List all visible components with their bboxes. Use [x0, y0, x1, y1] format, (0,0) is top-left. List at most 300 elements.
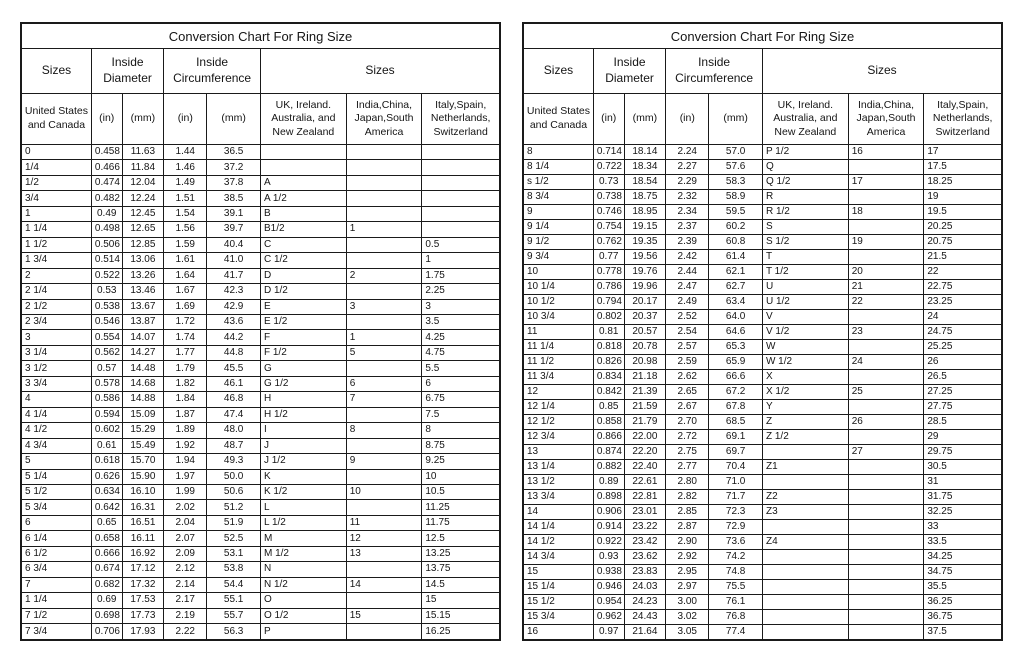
table-cell: 2.77 [666, 460, 709, 475]
table-cell [346, 284, 422, 299]
table-cell: 53.1 [207, 546, 261, 561]
table-cell [346, 500, 422, 515]
table-cell: A [260, 175, 346, 190]
table-cell [848, 505, 924, 520]
table-cell: 73.6 [709, 535, 763, 550]
table-row [523, 580, 1002, 595]
table-row [21, 423, 500, 438]
table-cell: 1 [422, 253, 500, 268]
table-cell: 10 3/4 [523, 310, 593, 325]
table-cell: 1.94 [164, 454, 207, 469]
table-cell: 2.92 [666, 550, 709, 565]
table-cell: 30.5 [924, 460, 1002, 475]
table-cell: 1.44 [164, 145, 207, 160]
table-cell: Z [762, 415, 848, 430]
group-header-inside-diameter: Inside Diameter [91, 49, 163, 94]
table-cell: 1.82 [164, 376, 207, 391]
table-cell: 0.682 [91, 577, 122, 592]
table-cell: 1.59 [164, 237, 207, 252]
table-cell: 21.59 [624, 400, 666, 415]
table-cell [762, 475, 848, 490]
table-cell: 40.4 [207, 237, 261, 252]
table-cell: 7.5 [422, 407, 500, 422]
table-cell: K 1/2 [260, 484, 346, 499]
table-cell: 1 [21, 206, 91, 221]
table-cell: 2.62 [666, 370, 709, 385]
table-cell: 60.8 [709, 235, 763, 250]
table-cell: O [260, 593, 346, 608]
table-cell [848, 475, 924, 490]
table-cell: 2.95 [666, 565, 709, 580]
table-cell: 2.57 [666, 340, 709, 355]
table-cell: H 1/2 [260, 407, 346, 422]
table-cell: 22.75 [924, 280, 1002, 295]
table-cell: 56.3 [207, 624, 261, 640]
table-cell [848, 220, 924, 235]
table-cell: 10 1/2 [523, 295, 593, 310]
table-cell: 1.54 [164, 206, 207, 221]
table-cell: 2.22 [164, 624, 207, 640]
table-cell: 23.83 [624, 565, 666, 580]
table-cell: 10 1/4 [523, 280, 593, 295]
table-cell: 32.25 [924, 505, 1002, 520]
table-cell: 1.56 [164, 222, 207, 237]
table-cell: V [762, 310, 848, 325]
column-header-italy-spain: Italy,Spain, Netherlands, Switzerland [924, 94, 1002, 145]
table-cell: 0.962 [593, 610, 624, 625]
table-row [523, 415, 1002, 430]
table-cell: 1/2 [21, 175, 91, 190]
table-cell: Z3 [762, 505, 848, 520]
table-cell: 9 [346, 454, 422, 469]
table-cell: 1.84 [164, 392, 207, 407]
table-cell: 5 [346, 345, 422, 360]
table-cell: 4 1/4 [21, 407, 91, 422]
table-cell: 37.5 [924, 625, 1002, 641]
table-cell: 1.51 [164, 191, 207, 206]
table-cell: 39.1 [207, 206, 261, 221]
table-row [21, 515, 500, 530]
table-row [523, 565, 1002, 580]
table-cell: 4.75 [422, 345, 500, 360]
table-cell: C [260, 237, 346, 252]
table-cell: 12 [523, 385, 593, 400]
table-cell: 2.59 [666, 355, 709, 370]
table-cell: F [260, 330, 346, 345]
table-cell: 34.75 [924, 565, 1002, 580]
table-cell [346, 253, 422, 268]
table-cell: 18 [848, 205, 924, 220]
table-cell: 29.75 [924, 445, 1002, 460]
table-cell: 15.29 [122, 423, 164, 438]
table-cell: 1.46 [164, 160, 207, 175]
table-cell: 0.634 [91, 484, 122, 499]
table-row [523, 175, 1002, 190]
table-cell: 2.19 [164, 608, 207, 623]
table-cell [848, 580, 924, 595]
table-cell: 6 [21, 515, 91, 530]
table-cell: 8 3/4 [523, 190, 593, 205]
table-cell [848, 535, 924, 550]
table-cell: 17 [848, 175, 924, 190]
table-cell: G [260, 361, 346, 376]
table-cell: 2.14 [164, 577, 207, 592]
table-cell: 36.5 [207, 145, 261, 160]
table-cell: 7 3/4 [21, 624, 91, 640]
table-cell: 34.25 [924, 550, 1002, 565]
table-cell: 49.3 [207, 454, 261, 469]
table-cell: 2.37 [666, 220, 709, 235]
table-cell: 17.93 [122, 624, 164, 640]
table-cell [848, 595, 924, 610]
table-cell: 18.34 [624, 160, 666, 175]
table-cell [260, 145, 346, 160]
table-cell: 0.714 [593, 145, 624, 160]
table-cell: 11.84 [122, 160, 164, 175]
table-cell: 26 [924, 355, 1002, 370]
table-cell: 15 [523, 565, 593, 580]
table-cell: 15 [422, 593, 500, 608]
table-cell: 11.75 [422, 515, 500, 530]
table-cell: 0.946 [593, 580, 624, 595]
table-cell [762, 595, 848, 610]
table-cell [762, 625, 848, 641]
table-row [523, 325, 1002, 340]
ring-size-table-right [522, 22, 1003, 641]
table-row [21, 191, 500, 206]
table-cell: 24.43 [624, 610, 666, 625]
table-cell: 55.7 [207, 608, 261, 623]
table-row [523, 160, 1002, 175]
table-cell: 16 [848, 145, 924, 160]
table-cell: 1 1/2 [21, 237, 91, 252]
table-cell: 9 1/2 [523, 235, 593, 250]
table-cell: 16.10 [122, 484, 164, 499]
table-cell: 0.65 [91, 515, 122, 530]
table-cell: E 1/2 [260, 314, 346, 329]
table-cell: 23.42 [624, 535, 666, 550]
table-cell [848, 370, 924, 385]
table-cell: 26.5 [924, 370, 1002, 385]
table-cell: 11 1/2 [523, 355, 593, 370]
table-cell: U [762, 280, 848, 295]
table-row [523, 625, 1002, 641]
table-row [523, 280, 1002, 295]
table-row [523, 460, 1002, 475]
table-cell: 22.20 [624, 445, 666, 460]
table-row [523, 595, 1002, 610]
table-cell: 0.498 [91, 222, 122, 237]
group-header-row [21, 49, 500, 94]
table-cell: N 1/2 [260, 577, 346, 592]
table-cell: 59.5 [709, 205, 763, 220]
table-row [523, 400, 1002, 415]
table-cell [848, 400, 924, 415]
table-cell: 1.69 [164, 299, 207, 314]
group-header-inside-circumference: Inside Circumference [164, 49, 261, 94]
table-cell: 12 1/4 [523, 400, 593, 415]
table-cell: 0.49 [91, 206, 122, 221]
table-cell [346, 145, 422, 160]
table-cell: 61.4 [709, 250, 763, 265]
table-cell: S 1/2 [762, 235, 848, 250]
table-cell [346, 593, 422, 608]
table-cell: 12.65 [122, 222, 164, 237]
table-cell: 65.3 [709, 340, 763, 355]
table-cell: 47.4 [207, 407, 261, 422]
table-row [21, 484, 500, 499]
table-cell: P [260, 624, 346, 640]
table-cell: 14.27 [122, 345, 164, 360]
table-cell: 24.23 [624, 595, 666, 610]
table-cell: 2 1/2 [21, 299, 91, 314]
table-cell: 0.642 [91, 500, 122, 515]
table-row [21, 222, 500, 237]
column-header-diameter-mm: (mm) [122, 94, 164, 145]
table-cell: 22 [848, 295, 924, 310]
table-cell: 2.97 [666, 580, 709, 595]
table-body [21, 145, 500, 641]
column-header-circumference-in: (in) [666, 94, 709, 145]
table-cell: 5 [21, 454, 91, 469]
table-cell: 3.00 [666, 595, 709, 610]
table-cell: 4 3/4 [21, 438, 91, 453]
table-cell: 7 [21, 577, 91, 592]
sub-header-row [21, 94, 500, 145]
table-cell: 1.87 [164, 407, 207, 422]
table-cell: 10 [346, 484, 422, 499]
table-cell: 2.12 [164, 562, 207, 577]
table-cell: 13 [346, 546, 422, 561]
table-cell: 52.5 [207, 531, 261, 546]
table-cell: V 1/2 [762, 325, 848, 340]
table-cell: 15.49 [122, 438, 164, 453]
table-cell [848, 565, 924, 580]
table-cell [346, 469, 422, 484]
table-cell: 24.03 [624, 580, 666, 595]
table-row [21, 175, 500, 190]
table-row [21, 500, 500, 515]
table-cell: 23.22 [624, 520, 666, 535]
table-cell: 13.75 [422, 562, 500, 577]
table-cell: 69.7 [709, 445, 763, 460]
table-row [523, 430, 1002, 445]
table-cell: T 1/2 [762, 265, 848, 280]
table-cell: 2.17 [164, 593, 207, 608]
table-cell: 48.7 [207, 438, 261, 453]
table-cell: 66.6 [709, 370, 763, 385]
table-cell: 8 [523, 145, 593, 160]
table-cell: 0.794 [593, 295, 624, 310]
table-cell: 11 [523, 325, 593, 340]
table-row [21, 253, 500, 268]
table-row [21, 438, 500, 453]
table-cell: X 1/2 [762, 385, 848, 400]
table-cell: 2.54 [666, 325, 709, 340]
table-cell: 0.954 [593, 595, 624, 610]
table-cell: 31.75 [924, 490, 1002, 505]
table-cell: 14.07 [122, 330, 164, 345]
table-cell: 0.594 [91, 407, 122, 422]
table-row [523, 520, 1002, 535]
table-row [523, 445, 1002, 460]
table-cell: 2 [21, 268, 91, 283]
table-cell: 2.65 [666, 385, 709, 400]
table-cell: 18.75 [624, 190, 666, 205]
table-cell: 2 [346, 268, 422, 283]
table-cell: 60.2 [709, 220, 763, 235]
table-cell [848, 190, 924, 205]
table-cell [346, 624, 422, 640]
table-cell: 77.4 [709, 625, 763, 641]
table-cell: 15 1/2 [523, 595, 593, 610]
table-cell: 1.79 [164, 361, 207, 376]
table-cell: 23 [848, 325, 924, 340]
table-cell: 12 3/4 [523, 430, 593, 445]
table-cell: 19 [848, 235, 924, 250]
table-cell: 14 3/4 [523, 550, 593, 565]
table-cell: B1/2 [260, 222, 346, 237]
table-cell: 0.578 [91, 376, 122, 391]
table-cell: 42.3 [207, 284, 261, 299]
column-header-uk-ireland: UK, Ireland. Australia, and New Zealand [762, 94, 848, 145]
table-cell: 1 3/4 [21, 253, 91, 268]
table-row [523, 310, 1002, 325]
table-cell: 12 1/2 [523, 415, 593, 430]
table-cell: 12 [346, 531, 422, 546]
table-cell: 5 1/4 [21, 469, 91, 484]
table-cell: 0.778 [593, 265, 624, 280]
table-cell: 1.72 [164, 314, 207, 329]
table-cell: 0.914 [593, 520, 624, 535]
table-row [523, 385, 1002, 400]
table-row [523, 220, 1002, 235]
table-cell: 10 [523, 265, 593, 280]
table-cell: 3 [422, 299, 500, 314]
table-cell: 0.506 [91, 237, 122, 252]
table-row [21, 330, 500, 345]
table-cell [346, 361, 422, 376]
table-cell: 19.96 [624, 280, 666, 295]
table-row [523, 550, 1002, 565]
table-cell: 22.00 [624, 430, 666, 445]
table-cell: 13 [523, 445, 593, 460]
table-cell: 8.75 [422, 438, 500, 453]
table-cell: 10.5 [422, 484, 500, 499]
table-cell: 2.47 [666, 280, 709, 295]
table-cell: 67.8 [709, 400, 763, 415]
table-cell [762, 445, 848, 460]
table-cell: 28.5 [924, 415, 1002, 430]
table-cell: 20.98 [624, 355, 666, 370]
table-cell: 0.482 [91, 191, 122, 206]
table-cell: 4 1/2 [21, 423, 91, 438]
title-row [523, 23, 1002, 49]
table-cell: I [260, 423, 346, 438]
table-cell: 69.1 [709, 430, 763, 445]
table-cell: 1.49 [164, 175, 207, 190]
table-row [523, 295, 1002, 310]
table-cell: 0.81 [593, 325, 624, 340]
table-cell: 35.5 [924, 580, 1002, 595]
table-cell: 58.3 [709, 175, 763, 190]
table-cell [422, 160, 500, 175]
table-cell: 2.42 [666, 250, 709, 265]
table-row [21, 206, 500, 221]
table-cell: 0.514 [91, 253, 122, 268]
table-cell: 0.53 [91, 284, 122, 299]
table-cell: 2.90 [666, 535, 709, 550]
table-cell: Z4 [762, 535, 848, 550]
table-cell: 13 1/2 [523, 475, 593, 490]
table-cell [848, 625, 924, 641]
table-cell [848, 160, 924, 175]
table-cell: 64.0 [709, 310, 763, 325]
table-cell [346, 438, 422, 453]
table-cell: 1.67 [164, 284, 207, 299]
table-cell: 36.75 [924, 610, 1002, 625]
table-cell: 15 3/4 [523, 610, 593, 625]
table-cell: 74.8 [709, 565, 763, 580]
table-cell: 13.06 [122, 253, 164, 268]
table-cell: 2.82 [666, 490, 709, 505]
table-cell: 0.554 [91, 330, 122, 345]
table-cell: J [260, 438, 346, 453]
table-cell: 2.87 [666, 520, 709, 535]
table-cell: 1.64 [164, 268, 207, 283]
table-row [21, 314, 500, 329]
ring-size-conversion-page [20, 22, 1003, 641]
table-cell: 27.75 [924, 400, 1002, 415]
table-cell: 20.75 [924, 235, 1002, 250]
table-cell [848, 460, 924, 475]
table-cell: 76.1 [709, 595, 763, 610]
table-cell: 26 [848, 415, 924, 430]
table-cell: 6 [346, 376, 422, 391]
table-cell [848, 310, 924, 325]
table-cell: 0.458 [91, 145, 122, 160]
table-cell [346, 175, 422, 190]
table-body [523, 145, 1002, 641]
table-row [21, 577, 500, 592]
table-cell [346, 237, 422, 252]
table-cell: 2.07 [164, 531, 207, 546]
table-cell: 3.5 [422, 314, 500, 329]
table-cell: 17.53 [122, 593, 164, 608]
table-cell: 5 1/2 [21, 484, 91, 499]
table-cell [848, 550, 924, 565]
table-cell: 2.39 [666, 235, 709, 250]
table-cell: 0.842 [593, 385, 624, 400]
table-cell: 62.7 [709, 280, 763, 295]
table-cell: 0.802 [593, 310, 624, 325]
table-cell: 0.834 [593, 370, 624, 385]
table-cell: 19.35 [624, 235, 666, 250]
table-cell: 0.706 [91, 624, 122, 640]
table-cell: 21.79 [624, 415, 666, 430]
table-cell: 6 1/2 [21, 546, 91, 561]
table-cell: F 1/2 [260, 345, 346, 360]
group-header-row [523, 49, 1002, 94]
table-row [21, 454, 500, 469]
table-cell: 4 [21, 392, 91, 407]
table-cell: G 1/2 [260, 376, 346, 391]
table-cell: 0.858 [593, 415, 624, 430]
table-cell: 63.4 [709, 295, 763, 310]
table-cell: 2.25 [422, 284, 500, 299]
table-row [21, 160, 500, 175]
group-header-inside-circumference: Inside Circumference [666, 49, 763, 94]
